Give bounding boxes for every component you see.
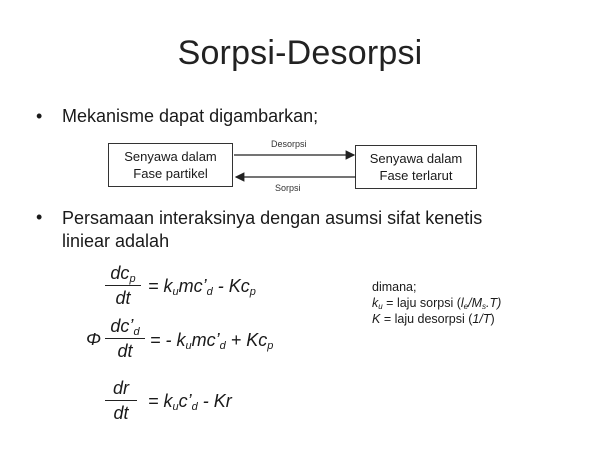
eq1-denominator: dt bbox=[115, 288, 131, 309]
bullet-1 bbox=[36, 106, 42, 127]
eq1-fraction bbox=[105, 262, 141, 309]
eq1-fraction-bar bbox=[105, 285, 141, 286]
eq2-denominator: dt bbox=[117, 341, 133, 362]
eq3-numerator: dr bbox=[112, 378, 129, 398]
notes bbox=[372, 279, 501, 327]
bullet-2-line1: Persamaan interaksinya dengan asumsi sifat kenetis bbox=[62, 208, 483, 228]
eq3-fraction-bar bbox=[105, 400, 137, 401]
note-line2: $k_u$ = laju sorpsi $(l_e/M_s.T)$ bbox=[372, 296, 502, 311]
box-dissolved-line1: Senyawa dalam bbox=[369, 151, 463, 166]
note-line1: dimana; bbox=[372, 280, 417, 294]
eq3-fraction bbox=[105, 377, 137, 424]
sorption-label: Sorpsi bbox=[275, 183, 301, 193]
eq2-numerator: $dc’_d$ bbox=[110, 316, 140, 338]
slide-title: Sorpsi-Desorpsi bbox=[177, 34, 423, 72]
box-particle-phase bbox=[108, 143, 233, 187]
arrows bbox=[233, 150, 357, 184]
eq1-rhs: = $k_umc’_d - Kc_p$ bbox=[148, 276, 256, 298]
box-particle-line1: Senyawa dalam bbox=[124, 149, 217, 164]
eq3-rhs: = $k_uc’_d$ - Kr bbox=[148, 391, 232, 413]
bullet-1-text: Mekanisme dapat digambarkan; bbox=[62, 106, 319, 126]
bullet-2-line2: liniear adalah bbox=[62, 231, 170, 251]
bullet-2-text bbox=[62, 207, 482, 253]
box-dissolved-line2: Fase terlarut bbox=[379, 168, 453, 183]
bullet-marker: • bbox=[36, 106, 43, 126]
eq2-fraction-bar bbox=[105, 338, 145, 339]
note-line3: K = laju desorpsi (1/T) bbox=[372, 312, 495, 326]
box-particle-line2: Fase partikel bbox=[133, 166, 208, 181]
bullet-marker: • bbox=[36, 207, 43, 227]
eq1-numerator: $dc_p$ bbox=[110, 263, 136, 285]
bullet-2 bbox=[36, 207, 42, 228]
eq2-fraction bbox=[105, 315, 145, 362]
eq2-rhs: = - $k_umc’_d + Kc_p$ bbox=[150, 330, 274, 352]
eq2-prefix: Φ bbox=[86, 329, 102, 349]
desorption-label: Desorpsi bbox=[271, 139, 307, 149]
box-dissolved-phase bbox=[355, 145, 477, 189]
eq3-denominator: dt bbox=[113, 403, 129, 424]
